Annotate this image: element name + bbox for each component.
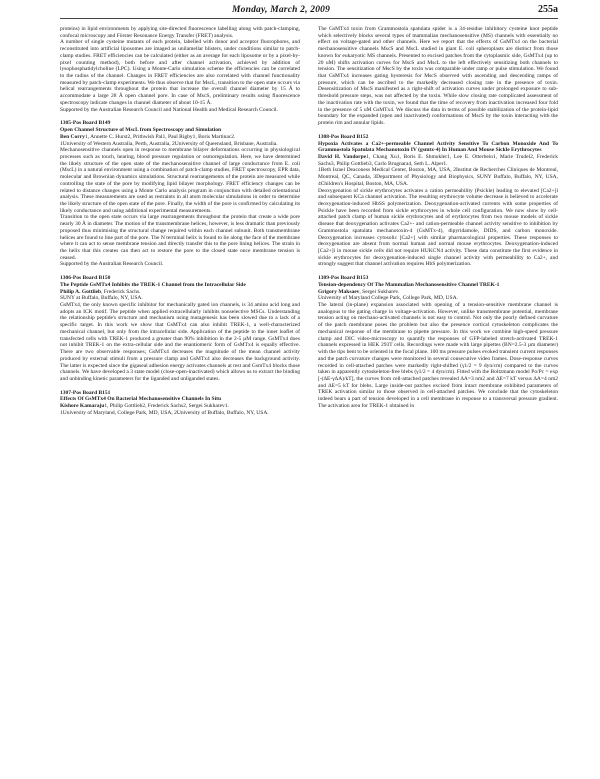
abstract-title: The Peptide GsMTx4 Inhibits the TREK-1 Channel from the Intracellular Side: [60, 281, 246, 288]
abstract-body: The lateral (in-plane) expansion associated with opening of a tension-sensitive membrane channel is analogous to the gating charge in voltage-activation. However, unlike transmembrane potential, membrane tension acting on mechano-activated channels is not easy to control. Not only the poorly defined curvature of the patch membrane poses the problem but also the presence cortical cytoskeleton complicates the mechanical response of the membrane to pipette pressure. In this work we combine high-speed pressure clamp and DIC video-microscopy to quantify the responses of GFP-labeled stretch-activated TREK-1 channels expressed in HEK 293T cells. Recordings were made with large pipettes (BN=2.5-3 µm diameter) with the tips bent to be oriented in the focal plane. 100 ms pressure pulses evoked transient current responses and the patch curvature changes were monitored in several consecutive video frames. Dose-response curves recorded in cell-attached patches were markedly right-shifted (γ1/2 = 9 dyn/cm) compared to the curves taken in apparently cytoskeleton-free blebs (γ1/2 = 4 dyn/cm). Fitted with the Boltzmann model Po/Pc = exp [-(ΔE-γΔA)/kT], the curves from cell-attached patches revealed ΔA=3 nm2 and ΔE=7 kT versus ΔA=4 nm2 and ΔE=5 kT for blebs. Large inside-out patches excised from intact membrane exhibited parameters of TREK activation similar to those observed in cell-attached patches. We conclude that the cytoskeleton indeed bears a part of tension developed in a cell membrane in response to a transversal pressure gradient. The activation area for TREK-1 obtained in: [318, 302, 558, 409]
page-header: [0, 0, 600, 22]
abstract-body: Mechanosensitive channels open in response to membrane bilayer deformations occurring in physiological processes such as touch, hearing, blood pressure regulation or osmoregulation. Here, we have determined the likely structure of the open state of the mechanosensitive channel of large conductance from E. coli (MscL) in a natural environment using a combination of patch-clamp studies, FRET spectroscopy, EPR data, molecular and Brownian dynamics simulations. Structural rearrangements of the protein are measured while controlling the state of the pore by modifying lipid bilayer morphology. FRET efficiency changes can be related to distance changes using a Monte Carlo analysis program in conjunction with detailed orientational analysis. These measurements are used as restraints in all atom molecular simulations in order to determine the likely structure of the open state of the pore. Finally, the width of the pore is confirmed by calculating its likely conductance and using additional experimental measurements.: [60, 147, 300, 214]
abstract-authors: [60, 403, 300, 410]
left-column: [60, 26, 300, 771]
author-bold: Philip A. Gottlieb: [60, 288, 102, 295]
right-column: [318, 26, 558, 771]
abstract-id: 1309-Pos Board B153: [318, 275, 369, 282]
abstract-authors: [60, 134, 300, 141]
abstract-affiliation: University of Maryland College Park, College Park, MD, USA.: [318, 295, 458, 302]
intro-paragraph: proteins) in lipid environments by applying site-directed fluorescence labelling along with patch-clamping, confocal microscopy and Förster Resonance Energy Transfer (FRET) analysis.: [60, 26, 300, 39]
author-bold: David H. Vandorpe: [318, 153, 367, 160]
author-list: , Frederick Sachs.: [101, 288, 141, 295]
intro-paragraph: A number of single cysteine mutants of each protein, labelled with donor and acceptor fluorophores, and reconstituted into artificial liposomes are imaged as unilamellar blisters, under conditions similar to patch-clamp studies. FRET efficiencies can be calculated (either as an average for each liposome or by a pixel-by-pixel counting method), both before and after channel activation, achieved by addition of lysophosphatidylcholine (LPC). Using a Monte-Carlo simulation scheme the efficiencies can be correlated to the radius of the channel. Changes in FRET efficiencies are also correlated with channel functionality measured by patch-clamp experiments. We thus observe that for MscL, transition to the open state occurs via helical rearrangements throughout the protein that increase the overall channel diameter by 15 Å to accommodate a large 28 Å open channel pore. In case of MscS, preliminary results using fluorescence spectroscopy indicate changes in channel diameter of about 10-15 Å.: [60, 39, 300, 106]
intro-paragraph: The GsMTx4 toxin from Grammostola spatulata spider is a 34-residue inhibitory cysteine knot peptide which selectively blocks several types of mammalian mechanosensitive (MS) channels with essentially no effect on voltage-gated and other channels. Here we report that the effects of GsMTx4 on the bacterial mechanosensitive channels MscS and MscL studied in giant E. coli spheroplasts are distinct from those known for eukaryotic MS channels. Presented to excised patches from the cytoplasmic side, GsMTx4 (up to 20 uM) shifts activation curves for MscS and MscL to the left effectively sensitizing both channels to tension. The sensitization of MscS by the toxin was comparable under ramp or pulse stimulation. We found that GsMTx4 increases gating hysteresis for MscS observed with ascending and descending ramps of pressure, which can be ascribed to the markedly decreased closing rate in the presence of toxin. Desensitization of MscS manifested as a right-shift of activation curves under prolonged exposure to sub-threshold pressure steps, was not affected by the toxin. While slow closing rate complicated assessment of the inactivation rate with the toxin, we found that the time of recovery from inactivation increased four fold in the presence of 5 uM GsMTx4. We discuss the data in terms of possible stabilization of the protein-lipid boundary for the expanded (open and inactivated) conformations of MscS by the toxin interacting with the protein rim and annular lipids.: [318, 26, 558, 127]
abstract-title: Tension-dependency Of The Mammalian Mechanosensitive Channel TREK-1: [318, 281, 500, 288]
abstract-affiliation: 1University of Maryland, College Park, MD, USA, 2University of Buffalo, Buffalo, NY, USA.: [60, 409, 269, 416]
author-bold: Kishore Kamaraju: [60, 403, 105, 410]
abstract-id: 1306-Pos Board B150: [60, 275, 111, 282]
author-list: , Sergei Sukharev.: [359, 288, 400, 295]
abstract-body: Transition to the open state occurs via large rearrangements throughout the protein that create a wide pore nearly 30 Å in diameter. The motion of the transmembrane helices, however, is less dramatic than previously proposed thus minimising the structural change required within each channel subunit. Both transmembrane helices are found to line part of the pore. The N terminal helix is found to lie along the face of the membrane where it can act to sense membrane tension and directly transfer this to the pore lining helices. The strain in the helix that this creates can then act to restore the pore to the closed state once membrane tension is ceased.: [60, 214, 300, 261]
author-list: 1, Chang Xu1, Boris E. Shmukler1, Lee E. Otterbein1, Marie Trudel2, Frederick Sachs3, Philip Gottlieb3, Carlo Brugnara4, Seth L. Alper1.: [318, 153, 558, 167]
header-date: Monday, March 2, 2009: [232, 5, 331, 15]
page-number: 255a: [538, 4, 558, 15]
abstract-title: Effects Of GsMTx4 On Bacterial Mechanosensitive Channels In Situ: [60, 396, 222, 403]
author-bold: Ben Corry: [60, 133, 85, 140]
intro-paragraph: Supported by the Australian Research Council and National Health and Medical Research Council.: [60, 106, 278, 113]
abstract-id: 1307-Pos Board B151: [60, 389, 111, 396]
abstract-affiliation: 1University of Western Australia, Perth, Australia, 2University of Queensland, Brisbane, Australia.: [60, 140, 278, 147]
abstract-affiliation: 1Beth Israel Deaconess Medical Center, Boston, MA, USA, 2Institut de Recherches Cliniques de Montreal, Montreal, QC, Canada, 3Department of Physiology and Biophysics, SUNY Buffalo, Buffalo, NY, USA, 4Children's Hospital, Boston, MA, USA.: [318, 167, 558, 187]
header-rule: [60, 18, 558, 19]
abstract-body: Deoxygenation of sickle erythrocytes activates a cation permeability (Psickle) leading to elevated [Ca2+]i and subsequent KCa channel activation. The resulting erythrocyte volume decrease is believed to accelerate deoxygenation-induced HbSS polymerization. Deoxygenation-activated currents with some properties of Psickle have been recorded from sickle erythrocytes in whole cell configuration. We now show by cell-attached patch clamp of human sickle erythrocytes and of erythrocytes from two mouse models of sickle disease that deoxygenation activates Ca2+- and cation-permeable channel activity sensitive to inhibition by Grammostola spatulata mechanotoxin-4 (GsMTx-4), dipyridamole, DIDS, and carbon monoxide. Deoxygenation increases cytosolic [Ca2+] with similar pharmacological properties. These responses to deoxygenation are absent from normal human and normal mouse erythrocytes. Deoxygenation-induced [Ca2+]i in mouse sickle cells did not require HUKCN4 activity. These data constitute the first evidence in sickle erythrocytes for deoxygenation-induced single channel activity with permeability to Ca2+, and strongly suggest that channel activation requires HbS polymerization.: [318, 187, 558, 268]
abstract-affiliation: SUNY at Buffalo, Buffalo, NY, USA.: [60, 295, 143, 302]
author-list: 1, Philip Gottlieb2, Frederick Sachs2, Sergei Sukharev1.: [104, 403, 229, 410]
abstract-authors: [318, 154, 558, 167]
author-bold: Grigory Maksaev: [318, 288, 360, 295]
abstract-body: Supported by the Australian Research Council.: [60, 261, 164, 268]
author-list: 1, Annette C. Hurst2, Prithwish Pal1, Paul Rigby1, Boris Martinac2.: [84, 133, 236, 140]
abstract-title: Open Channel Structure of MscL from Spectroscopy and Simulation: [60, 127, 222, 134]
abstract-body: GsMTx4, the only known specific inhibitor for mechanically gated ion channels, is 34 amino acid long and adopts an ICK motif. The peptide when applied extracellularly inhibits nonselective MSCs. Understanding the relationship peptide's structure and mechanism using mutagenesis has been slowed due to a lack of a specific target. In this work we show that GsMTx4 can also inhibit TREK-1, a well-characterized mechanical channel, but only from the intracellular side. Application of the peptide to the inner leaflet of transfected cells with TREK-1 produced a greater than 90% inhibition in the 2-5 µM range. GsMTx4 does not inhibit TREK-1 on the extra-cellular side and the enantiomeric form of GsMTx4 is equally effective. There are two observable responses; GsMTx4 decreases the magnitude of the mean channel activity produced by external stimuli from a pressure clamp and GsMTx4 also decreases the background activity. The latter is expected since the gigaseal adhesion energy activates channels at rest and GsmTx4 blocks those channels. We have developed a 3 state model (close-open-inactivated) which allows us to extract the binding and unbinding kinetic parameters for the liganded and unliganded states.: [60, 302, 300, 382]
abstract-id: 1308-Pos Board B152: [318, 133, 369, 140]
abstract-title: Hypoxia Activates a Ca2+-permeable Channel Activity Sensitive To Carbon Monoxide And To Grammostola Spatulata Mechanotoxin IV (gsmtx-4) In Human And Mouse Sickle Erythrocytes: [318, 140, 558, 154]
abstract-id: 1305-Pos Board B149: [60, 120, 111, 127]
